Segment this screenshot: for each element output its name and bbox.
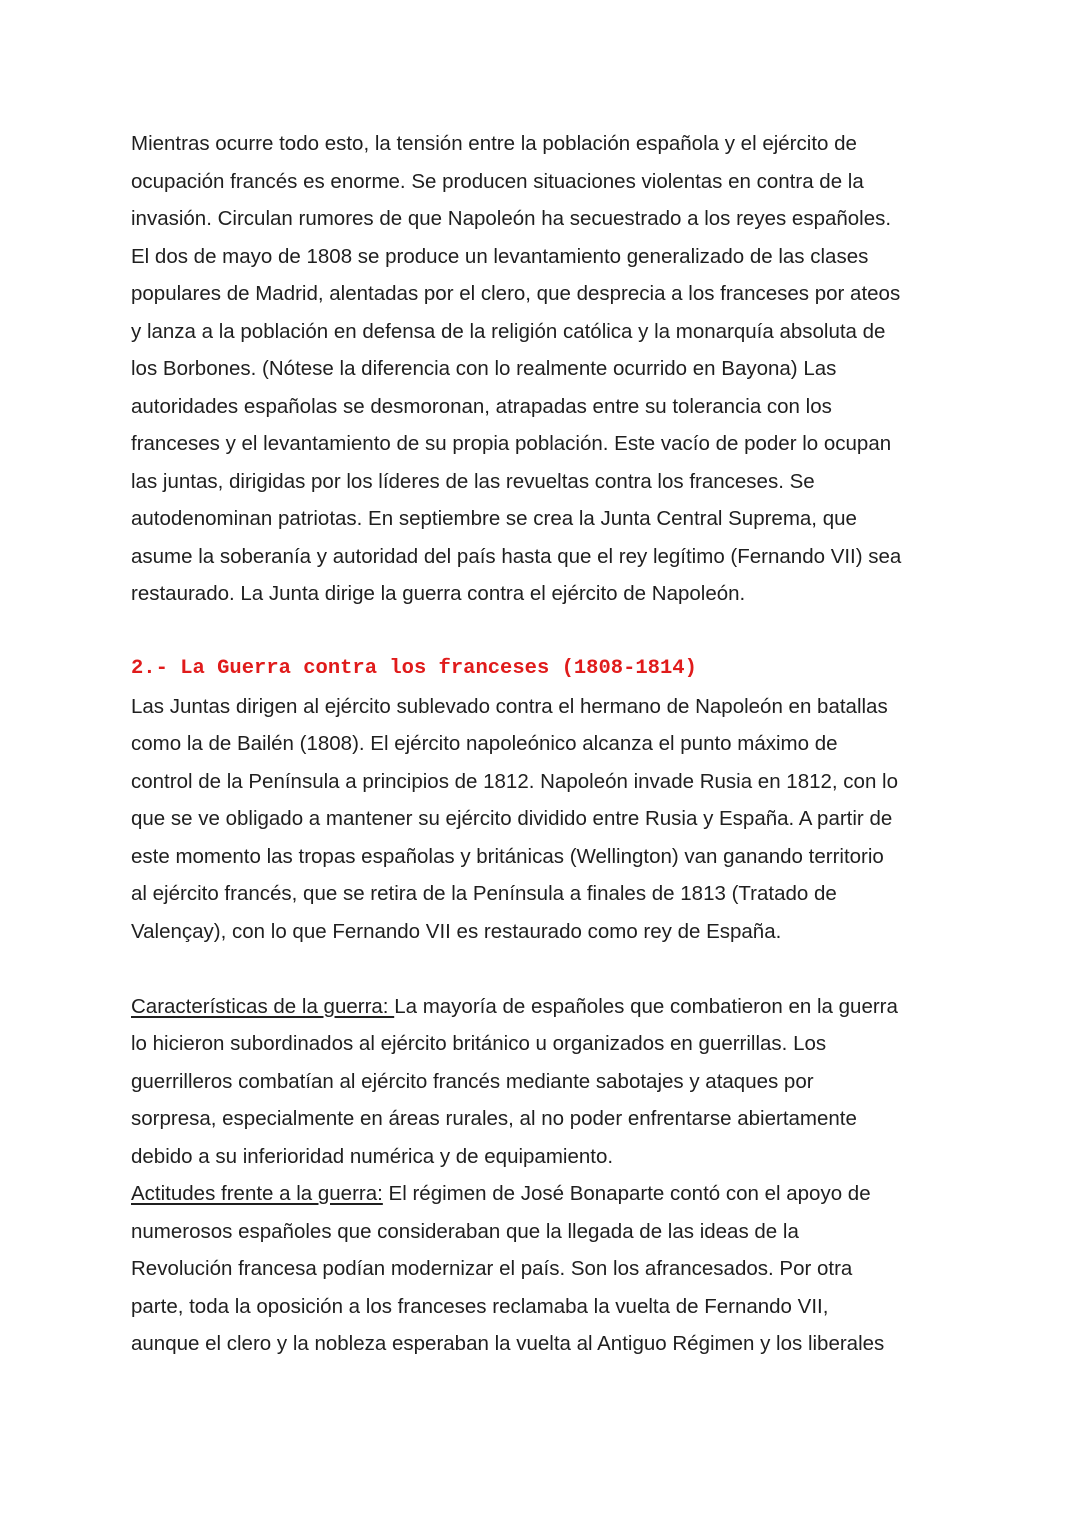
text-line: los Borbones. (Nótese la diferencia con lo realmente ocurrido en Bayona) Las [131, 357, 837, 380]
paragraph-caracteristicas [131, 988, 966, 1176]
text-line: guerrilleros combatían al ejército francés mediante sabotajes y ataques por [131, 1069, 814, 1093]
text-line: Las Juntas dirigen al ejército sublevado contra el hermano de Napoleón en batallas [131, 694, 888, 718]
paragraph-intro [131, 125, 966, 613]
text-line: restaurado. La Junta dirige la guerra contra el ejército de Napoleón. [131, 582, 746, 605]
text-line: parte, toda la oposición a los franceses reclamaba la vuelta de Fernando VII, [131, 1294, 829, 1318]
text-line: este momento las tropas españolas y británicas (Wellington) van ganando territorio [131, 844, 884, 868]
text-line: Valençay), con lo que Fernando VII es restaurado como rey de España. [131, 919, 782, 943]
caracteristicas-first-line: La mayoría de españoles que combatieron en la guerra [394, 994, 898, 1018]
paragraph-actitudes [131, 1175, 966, 1363]
text-line [131, 1175, 966, 1213]
section-heading: 2.- La Guerra contra los franceses (1808-1814) [131, 657, 697, 680]
paragraph-spacer [131, 613, 966, 651]
text-line: al ejército francés, que se retira de la Península a finales de 1813 (Tratado de [131, 882, 837, 905]
text-line: El dos de mayo de 1808 se produce un levantamiento generalizado de las clases [131, 244, 869, 268]
text-line: asume la soberanía y autoridad del país hasta que el rey legítimo (Fernando VII) sea [131, 544, 902, 568]
text-line: debido a su inferioridad numérica y de equipamiento. [131, 1144, 614, 1168]
caracteristicas-label: Características de la guerra: [131, 994, 395, 1018]
text-line: ocupación francés es enorme. Se producen situaciones violentas en contra de la [131, 169, 864, 193]
text-line: Revolución francesa podían modernizar el país. Son los afrancesados. Por otra [131, 1257, 853, 1280]
text-line: aunque el clero y la nobleza esperaban la vuelta al Antiguo Régimen y los liberales [131, 1332, 885, 1355]
text-line: franceses y el levantamiento de su propia población. Este vacío de poder lo ocupan [131, 432, 892, 455]
text-line [131, 988, 966, 1026]
actitudes-label: Actitudes frente a la guerra: [131, 1182, 383, 1205]
text-line: sorpresa, especialmente en áreas rurales, al no poder enfrentarse abiertamente [131, 1107, 857, 1130]
text-line: lo hicieron subordinados al ejército británico u organizados en guerrillas. Los [131, 1032, 827, 1055]
text-line: numerosos españoles que consideraban que la llegada de las ideas de la [131, 1219, 799, 1243]
text-line: autoridades españolas se desmoronan, atrapadas entre su tolerancia con los [131, 394, 832, 418]
paragraph-spacer [131, 950, 966, 988]
paragraph-guerra [131, 688, 966, 951]
text-line: control de la Península a principios de 1812. Napoleón invade Rusia en 1812, con lo [131, 769, 898, 793]
text-line: invasión. Circulan rumores de que Napoleón ha secuestrado a los reyes españoles. [131, 207, 892, 230]
text-line: Mientras ocurre todo esto, la tensión entre la población española y el ejército de [131, 132, 857, 155]
text-line: autodenominan patriotas. En septiembre se crea la Junta Central Suprema, que [131, 507, 857, 530]
text-line: que se ve obligado a mantener su ejército dividido entre Rusia y España. A partir de [131, 807, 893, 830]
text-line: y lanza a la población en defensa de la religión católica y la monarquía absoluta de [131, 319, 886, 343]
actitudes-first-line: El régimen de José Bonaparte contó con el apoyo de [382, 1182, 871, 1205]
page-content [131, 125, 966, 1363]
text-line: como la de Bailén (1808). El ejército napoleónico alcanza el punto máximo de [131, 732, 838, 755]
text-line: las juntas, dirigidas por los líderes de las revueltas contra los franceses. Se [131, 469, 815, 493]
text-line: populares de Madrid, alentadas por el clero, que desprecia a los franceses por ateos [131, 282, 901, 305]
